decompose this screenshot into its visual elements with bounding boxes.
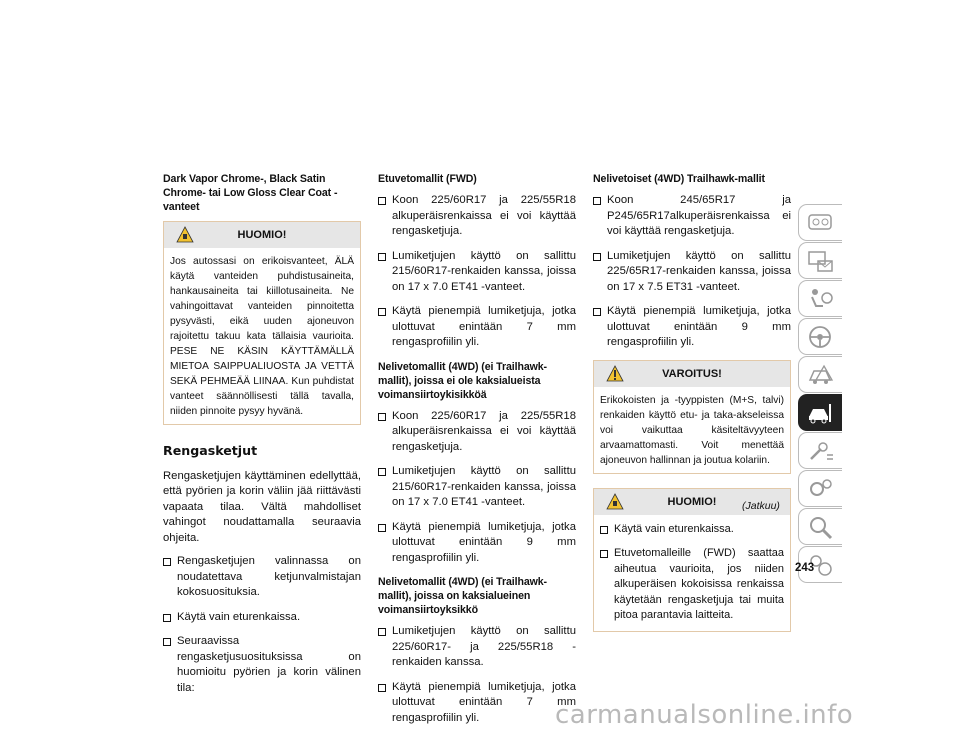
column-3 — [593, 172, 791, 646]
column-1 — [163, 172, 361, 705]
list-item: Käytä pienempiä lumiketjuja, jotka ulottuvat enintään 9 mm rengasprofiilin yli. — [378, 520, 576, 567]
list-item: Käytä vain eturenkaissa. — [163, 610, 361, 626]
list-item: Lumiketjujen käyttö on sallittu 225/65R17-renkaiden kanssa, joissa on 17 x 7.5 ET31 -vanteet. — [593, 249, 791, 296]
car-tools-icon[interactable] — [798, 394, 842, 431]
notice2-body — [594, 515, 790, 631]
list-item: Seuraavissa rengasketjusuosituksissa on huomioitu pyörien ja korin välinen tila: — [163, 634, 361, 696]
section-title: Rengasketjut — [163, 443, 258, 458]
list-item: Käytä pienempiä lumiketjuja, jotka ulottuvat enintään 9 mm rengasprofiilin yli. — [593, 304, 791, 351]
awd2-heading: Nelivetomallit (4WD) (ei Trailhawk-mallit), joissa on kaksialueinen voimansiirtoyksikkö — [378, 576, 547, 616]
rims-heading: Dark Vapor Chrome-, Black Satin Chrome- tai Low Gloss Clear Coat -vanteet — [163, 173, 338, 213]
warning-body: Erikokoisten ja -tyyppisten (M+S, talvi) renkaiden käyttö etu- ja taka-akseleissa voi vaikuttaa käsiteltävyyteen arvaamattomasti. Voit menettää ajoneuvon hallinnan ja joutua kolariin. — [600, 394, 784, 466]
warning-header — [594, 361, 790, 387]
list-item: Lumiketjujen käyttö on sallittu 215/60R17-renkaiden kanssa, joissa on 17 x 7.0 ET41 -vanteet. — [378, 249, 576, 296]
trailhawk-heading: Nelivetoiset (4WD) Trailhawk-mallit — [593, 173, 765, 185]
car-dashboard-icon[interactable] — [798, 204, 842, 241]
awd-heading: Nelivetomallit (4WD) (ei Trailhawk-mallit), joissa ei ole kaksialueista voimansiirtoykisikköä — [378, 360, 547, 401]
magnifier-icon[interactable] — [798, 508, 842, 545]
column-2 — [378, 172, 576, 735]
list-item: Koon 245/65R17 ja P245/65R17alkuperäisrenkaissa ei voi käyttää rengasketjuja. — [593, 193, 791, 240]
page-number: 243 — [795, 562, 815, 574]
list-item: Koon 225/60R17 ja 225/55R18 alkuperäisrenkaissa ei voi käyttää rengasketjuja. — [378, 193, 576, 240]
list-item: Lumiketjujen käyttö on sallittu 225/60R17- ja 225/55R18 -renkaiden kanssa. — [378, 624, 576, 671]
list-item: Koon 225/60R17 ja 225/55R18 alkuperäisrenkaissa ei voi käyttää rengasketjuja. — [378, 409, 576, 456]
envelope-gauge-icon[interactable] — [798, 242, 842, 279]
airbag-seat-icon[interactable] — [798, 280, 842, 317]
notice2-title: HUOMIO! — [667, 495, 717, 508]
list-item: Käytä pienempiä lumiketjuja, jotka ulottuvat enintään 7 mm rengasprofiilin yli. — [378, 304, 576, 351]
caution-icon — [176, 226, 194, 243]
caution-icon — [606, 493, 624, 510]
notice-title: HUOMIO! — [237, 229, 287, 241]
list-item: Lumiketjujen käyttö on sallittu 215/60R17-renkaiden kanssa, joissa on 17 x 7.0 ET41 -vanteet. — [378, 464, 576, 511]
steering-wheel-icon[interactable] — [798, 318, 842, 355]
warning-box — [593, 360, 791, 474]
continued-label: (Jatkuu) — [742, 500, 780, 512]
fwd-heading: Etuvetomallit (FWD) — [378, 173, 477, 185]
warning-icon — [606, 365, 624, 382]
wrench-list-icon[interactable] — [798, 432, 842, 469]
notice-header — [164, 222, 360, 248]
list-item: Rengasketjujen valinnassa on noudatettava ketjunvalmistajan kokosuosituksia. — [163, 554, 361, 601]
list-item: Etuvetomalleille (FWD) saattaa aiheutua vaurioita, jos niiden alkuperäisen kokoisissa renkaissa käytetään rengasketjuja tai muita pitoa parantavia laitteita. — [600, 546, 784, 624]
warning-car-icon[interactable] — [798, 356, 842, 393]
list-item: Käytä pienempiä lumiketjuja, jotka ulottuvat enintään 7 mm rengasprofiilin yli. — [378, 680, 576, 727]
list-item: Käytä vain eturenkaissa. — [600, 522, 784, 538]
gears-icon[interactable] — [798, 470, 842, 507]
notice-body: Jos autossasi on erikoisvanteet, ÄLÄ käytä vanteiden puhdistusaineita, hankausaineita tai kiillotusaineita. Ne vahingoittavat vanteiden pinnoitetta pysyvästi, eikä uuden ajoneuvon rajoitettu takuu kata tällaisia vaurioita. PESE NE KÄSIN KÄYTTÄMÄLLÄ MIETOA SAIPPUALIUOSTA JA VETTÄ SEKÄ PEHMEÄÄ LIINAA. Kun puhdistat vanteet säännöllisesti tällä tavalla, niiden pinnoite pysyy hyvänä. — [170, 256, 354, 417]
notice-box — [163, 221, 361, 425]
watermark: carmanualsonline.info — [555, 700, 854, 730]
warning-title: VAROITUS! — [662, 367, 722, 380]
intro-paragraph: Rengasketjujen käyttäminen edellyttää, että pyörien ja korin väliin jää riittävästi vapaata tilaa. Vältä mahdolliset vahingot noudattamalla seuraavia ohjeita. — [163, 469, 361, 544]
